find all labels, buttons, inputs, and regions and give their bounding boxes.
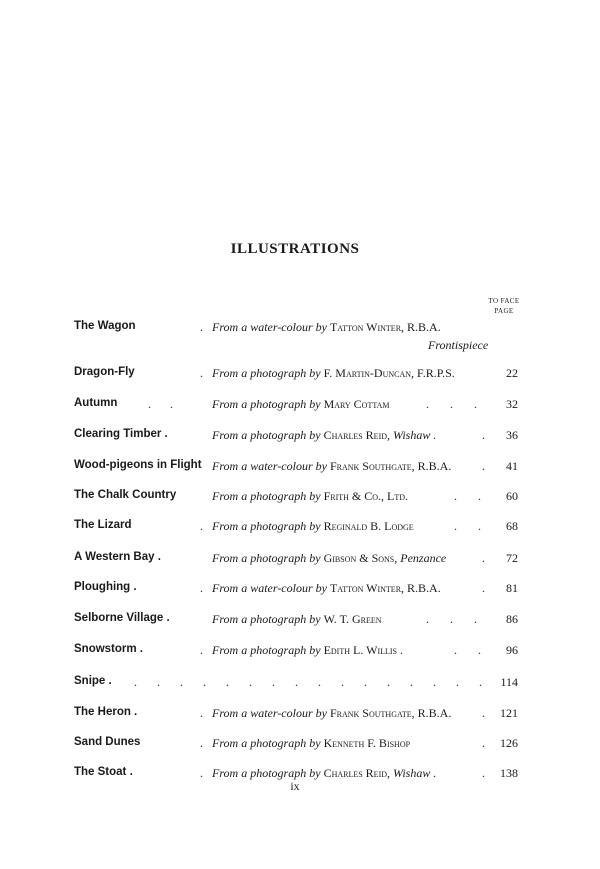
- entry-page-number: 22: [506, 366, 518, 380]
- entry-credit: [212, 581, 441, 596]
- illustration-entry: [0, 397, 600, 417]
- credit-artist: Gibson & Sons,: [323, 551, 398, 565]
- illustration-entry: [0, 459, 600, 479]
- entry-page-number: 121: [500, 706, 518, 720]
- credit-medium: From a photograph: [212, 551, 307, 565]
- credit-medium: From a photograph: [212, 612, 307, 626]
- illustration-entry: [0, 643, 600, 663]
- entry-credit: [212, 366, 455, 381]
- entry-subject: Clearing Timber .: [74, 428, 168, 440]
- credit-by: by: [315, 459, 327, 473]
- entry-subject: Wood-pigeons in Flight: [74, 459, 202, 471]
- credit-medium: From a photograph: [212, 766, 307, 780]
- leader-dots: . .: [454, 643, 481, 657]
- credit-medium: From a water-colour: [212, 581, 313, 595]
- illustration-entry: [0, 428, 600, 448]
- entry-credit: [212, 736, 410, 751]
- entry-credit: [212, 551, 446, 566]
- entry-page-number: 68: [506, 519, 518, 533]
- entry-page-number: 138: [500, 766, 518, 780]
- credit-place: Wishaw .: [393, 766, 437, 780]
- leader-dots: . . . . . . . . . . . . . . . .: [134, 675, 482, 689]
- leader-dots: .: [200, 766, 203, 780]
- illustration-entry: [0, 320, 600, 340]
- leader-dots: . .: [454, 519, 481, 533]
- credit-medium: From a photograph: [212, 489, 307, 503]
- entry-credit: [212, 612, 382, 627]
- leader-dots: .: [200, 706, 203, 720]
- entry-credit: [212, 519, 414, 534]
- illustration-entry: [0, 551, 600, 571]
- entry-credit: [212, 320, 441, 335]
- entry-credit: [212, 428, 436, 443]
- frontispiece-note: Frontispiece: [428, 338, 489, 352]
- entry-page-number: 72: [506, 551, 518, 565]
- leader-dots: .: [200, 366, 203, 380]
- credit-medium: From a water-colour: [212, 320, 313, 334]
- illustration-entry: [0, 519, 600, 539]
- credit-by: by: [309, 489, 321, 503]
- credit-artist: Mary Cottam: [323, 397, 390, 411]
- credit-by: by: [309, 736, 321, 750]
- entry-credit: [212, 459, 451, 474]
- entry-page-number: 60: [506, 489, 518, 503]
- credit-by: by: [315, 320, 327, 334]
- credit-artist: F. Martin-Duncan, F.R.P.S.: [323, 366, 455, 380]
- credit-artist: Tatton Winter, R.B.A.: [329, 320, 441, 334]
- leader-dots: .: [200, 581, 203, 595]
- credit-medium: From a photograph: [212, 643, 307, 657]
- column-header-line1: TO FACE: [488, 297, 520, 305]
- leader-dots: . . .: [426, 397, 477, 411]
- entry-subject: Dragon-Fly: [74, 366, 135, 378]
- illustration-entry: [0, 489, 600, 509]
- credit-artist: Charles Reid,: [323, 766, 391, 780]
- leader-dots: .: [200, 519, 203, 533]
- entry-page-number: 126: [500, 736, 518, 750]
- credit-artist: Frank Southgate, R.B.A.: [329, 706, 452, 720]
- illustration-entry: [0, 736, 600, 756]
- entry-subject: The Lizard: [74, 519, 132, 531]
- credit-artist: W. T. Green: [323, 612, 382, 626]
- credit-by: by: [309, 643, 321, 657]
- credit-medium: From a photograph: [212, 397, 307, 411]
- credit-by: by: [309, 551, 321, 565]
- credit-artist: Frith & Co., Ltd.: [323, 489, 409, 503]
- credit-medium: From a photograph: [212, 428, 307, 442]
- credit-by: by: [309, 612, 321, 626]
- entry-page-number: 36: [506, 428, 518, 442]
- entry-page-number: 96: [506, 643, 518, 657]
- credit-by: by: [309, 397, 321, 411]
- illustration-entry: [0, 706, 600, 726]
- page-number: ix: [290, 779, 300, 793]
- leader-dots: .: [200, 643, 203, 657]
- leader-dots: .: [482, 766, 485, 780]
- leader-dots: .: [482, 551, 485, 565]
- credit-artist: Charles Reid,: [323, 428, 391, 442]
- credit-by: by: [315, 706, 327, 720]
- entry-subject: A Western Bay .: [74, 551, 161, 563]
- entry-subject: Autumn: [74, 397, 118, 409]
- entry-subject: Snipe .: [74, 675, 112, 687]
- illustration-entry: [0, 612, 600, 632]
- credit-medium: From a photograph: [212, 736, 307, 750]
- entry-page-number: 86: [506, 612, 518, 626]
- credit-medium: From a water-colour: [212, 706, 313, 720]
- credit-medium: From a photograph: [212, 519, 307, 533]
- entry-credit: [212, 706, 451, 721]
- entry-page-number: 114: [500, 675, 518, 689]
- leader-dots: . . .: [426, 612, 477, 626]
- credit-medium: From a water-colour: [212, 459, 313, 473]
- entry-page-number: 81: [506, 581, 518, 595]
- column-header: [478, 296, 530, 316]
- leader-dots: .: [482, 736, 485, 750]
- credit-by: by: [309, 519, 321, 533]
- credit-artist: Frank Southgate, R.B.A.: [329, 459, 452, 473]
- leader-dots: . .: [148, 397, 173, 411]
- leader-dots: .: [200, 320, 203, 334]
- entry-page-number: 41: [506, 459, 518, 473]
- credit-place: Wishaw .: [393, 428, 437, 442]
- credit-by: by: [309, 366, 321, 380]
- entry-subject: Ploughing .: [74, 581, 137, 593]
- column-header-line2: PAGE: [494, 307, 514, 315]
- credit-artist: Kenneth F. Bishop: [323, 736, 411, 750]
- illustration-entry: [0, 675, 600, 695]
- entry-page-number: 32: [506, 397, 518, 411]
- leader-dots: .: [482, 459, 485, 473]
- leader-dots: .: [200, 736, 203, 750]
- credit-artist: Reginald B. Lodge: [323, 519, 414, 533]
- leader-dots: . .: [454, 489, 481, 503]
- leader-dots: .: [482, 581, 485, 595]
- entry-credit: [212, 397, 390, 412]
- leader-dots: .: [482, 428, 485, 442]
- credit-artist: Edith L. Willis .: [323, 643, 403, 657]
- credit-place: Penzance: [400, 551, 447, 565]
- credit-artist: Tatton Winter, R.B.A.: [329, 581, 441, 595]
- entry-subject: Sand Dunes: [74, 736, 141, 748]
- entry-subject: Selborne Village .: [74, 612, 170, 624]
- entry-subject: The Stoat .: [74, 766, 133, 778]
- credit-by: by: [315, 581, 327, 595]
- entry-subject: The Wagon: [74, 320, 136, 332]
- page-title: ILLUSTRATIONS: [230, 241, 360, 257]
- illustration-entry: [0, 366, 600, 386]
- leader-dots: .: [482, 706, 485, 720]
- credit-medium: From a photograph: [212, 366, 307, 380]
- illustration-entry: [0, 581, 600, 601]
- entry-subject: The Heron .: [74, 706, 138, 718]
- credit-by: by: [309, 766, 321, 780]
- entry-credit: [212, 643, 403, 658]
- credit-by: by: [309, 428, 321, 442]
- entry-subject: The Chalk Country: [74, 489, 177, 501]
- entry-subject: Snowstorm .: [74, 643, 144, 655]
- entry-credit: [212, 489, 408, 504]
